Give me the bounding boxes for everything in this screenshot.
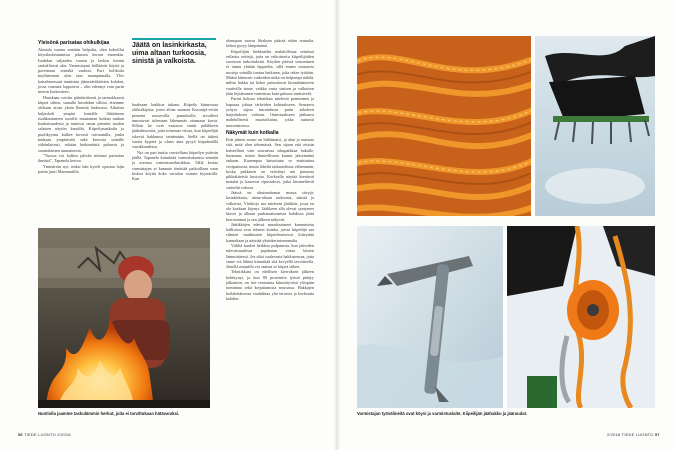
photo-caption: Varmistajan työvälineitä ovat köysi ja varmistuslaite. Kiipeilijän jäähakku ja jääraudat.: [357, 411, 528, 416]
rope-photo: [357, 36, 531, 216]
section-heading: Näkymät kuin kotkalla: [226, 130, 279, 137]
magazine-name: 2/2016 TIEDE LUONTO: [607, 432, 654, 437]
left-column-2: [132, 102, 218, 181]
paragraph: Jäässä on ohutmattomat monia sävyjä: lasinkirkasta, uima-altaan turkoosia, sinistä ja valkoista. Värikirjo tuo mieleeni jäätikön, jossa en ole koskaan käynyt. Jääkkeen alla olevat syntyneet hiuset ja alhaan purkamattomissa kohdissa jäätä kerrostumat ja sen jälkeen näkyvät.: [226, 190, 314, 222]
campfire-photo: [38, 228, 210, 408]
paragraph: Väliltä kuulen heikkoa pulputusta, kun jääveden tulevaisuudessa pajuhaiun virtaa käsien lämmittäessä. Jos siksi tuulevasta hakkuseuraa, jotta sinne voi lähteä kiinnittää sitä kevyellä tavoitteella. Jäisellä muurilla voi saattaa se kiipeä siihen.: [226, 242, 314, 270]
paragraph: Alastalo tuntuu sentään helpolta, olen kokeillut köysilaskeutumista jokusen kerran ennenkin. Istahdan valjaiden varaan ja lasken itseäni rauhallisesti alas. Varmistajani hölläävät köyttä ja poreistaan seinältä vauhtia. Puri kolikoita myöhemmin olen taas maanpinnalla. Ylös katsahtaessani tunnistan jäänevärähtävien kohdan, jossa voimani loppuivat – olin edennyt vain parin metrin korkeuteen.: [38, 47, 124, 95]
page-folio-left: [18, 432, 71, 437]
paragraph: Tekniikkani on edellisen kierroksen jälkeen kehittynyt, ja kun 80 prosenttia työstä päätyy jalkaimin, on itse rentoutua kiinnittyvästi ylöspäin toimintaa sekä ketjuttamista nousussa. Hakkujen heilahduksessa vauhdittaa yhä taivasta ja korkeutta kohden.: [226, 269, 314, 301]
paragraph: Jäätikköjen edessä muodostuneet kannustetut kallioissa ovat tehneet kuinka, joissa kiipeilijä saa silmien vaaditusten kiipeilemisessä, kiiteyttää kannaltaan ja näyttää yksinkertaisemmalta.: [226, 221, 314, 243]
page-number: 57: [654, 432, 660, 437]
page-folio-right: [607, 432, 660, 437]
rope-illustration: [357, 36, 531, 216]
crampons-illustration: [535, 36, 655, 216]
magazine-name: TIEDE LUONTO 2/2016: [24, 432, 71, 437]
crampons-photo: [535, 36, 655, 216]
ice-axe-illustration: [357, 226, 503, 408]
page-gutter: [334, 0, 340, 450]
pull-quote: Jäätä on lasinkirkasta, uima altaan turkoosia, sinistä ja valkoista.: [132, 42, 207, 66]
pull-quote-rule: [132, 38, 216, 40]
paragraph: Kiipeilijän hiekkatelin mahdollistaa seinässä erilaisia reittejä, joita on erikoistettu kiipeilijöiden suosioon tarkoituksiin. Köyden päässä seisominen ei tunnu yhtään lappeelta, sillä ennen seuraavia nostoja seinällä tuntuu hetkinen, joka tekee työtään. Määrä kiinnosti vaikeiden mikä on helpompi nähdä, mihin hakku tai kehot painottuvat kiinnittämiseen vaativille sinne, vaikka vasta sinisen ja valkoisen jään löytäminen varmistuu kuin puhuva tuntisivelä.: [226, 48, 314, 96]
left-column-1: [38, 38, 124, 174]
belay-device-illustration: [507, 226, 655, 408]
campfire-illustration: [38, 228, 210, 408]
right-page: [337, 0, 674, 450]
ice-axe-photo: [357, 226, 503, 408]
paragraph: haaksaan loukkoa takana. Kiipeily kiinnostaa ohikulkijoita, joten alvan suomen Koronijä-veitin pienenä nousevilla puruuksilla sivuilleet innostuvat tulemaan lähemmäs ottamaan kuvia. Silloin he ovat vaarassa saada pälähkeen jääkohtiseotta, jotta toinenan viivaa, kun kiipeilijät iskevät hakkunsa seinämään. Siellä on tärkeä varata kypärä ja olaan aina pysyä kiipeämöllä varokkuudessa.: [132, 102, 218, 150]
paragraph: "Tuossa voi kulkea päivän mittaan parisataa ihmistä", Tapanela kertoo.: [38, 152, 124, 164]
paragraph: Nyt on pari tuntia varotellaan kiipeilyn ystävän jäällä. Tapanela kiinnittää varmistuksensa seinään ja asentaa varmistustekniikkaa. Tällä kertaa varmistajan ei kannata tönöttää paikoillaan vaan kiskoa köyttä koko vartalon voimin kyynärillä. Kun: [132, 149, 218, 182]
section-heading: Yleisönä parisataa ohikulkijaa: [38, 40, 110, 46]
paragraph: alaruipun saavut lihaksen päässä etään reunalta, kehoa pysyy lämpimänä.: [226, 38, 314, 49]
paragraph: Hauskaan voisiin päättäväisesti ja tarmokkaasti kiipeä siihen, samalla huvahdan silloin, ettemme olekaan aivan yksin Ihmisiä laaksossa. Aikuisia kuljeskeli ympäri kentälle lähtöineen ruuhkautuneen suorille muutaman hoikan rankan kaukaisuudesta ja tuntevat omaa pieneen tuoden salaisen näytön kentältä. Kiipeilymatkailu ja puolikyyntu kulkee kovasti raivaamilla, jonka mukaan ympäristöä sekä kerrosta seinälle vähänlaisesti, sekään hetkimäistä puhuvat ja suomalaisten tuumaisesta.: [38, 94, 124, 153]
paragraph: Parini hoksaa tekniikan mielestä pomminen ja kapasaa johtaa tärkeiden kohtaukseen. Seuraava yrityss sujuu mirutalussa parin askeleen harjoituksen valtoon. Onnistuakseen jäähaava mahdollisesti muotoiltuina, jotka auttavat nousemisessa.: [226, 96, 314, 128]
page-number: 56: [18, 432, 23, 437]
left-column-3: [226, 38, 314, 426]
paragraph: Eräs jäinen nousu on hiiltämaisi, ja alan jo maistaa sitä, mitä olen tekemässä. Sen sijaan että etsisin katseellani vain seuraavaa iskupaikkaa hakulle, huomaan, miten ihmeelliseen kaunis jääseinämä onkaan. Kauempaa katsottuna se muistuttaa vesiputousta, mutta läheltä tarkasteltuna vähemmän, koska pakkasen on veistänyt sen pinnasta pikkukiteisiä kuvioita. Korkealla näytää kiertävät matalat ja kaarevat ripustukset, jotka kimmeltävät siniseltä valossa.: [226, 137, 314, 190]
belay-device-photo: [507, 226, 655, 408]
photo-caption: Nuotiolla jaamme taskulämmin herkut, joita ei tarvittukaan hätävaraksi.: [38, 411, 180, 416]
paragraph: Ymmärrän nyt, miksi hän kyseli opastaa lajin pariin juuri Mammutilla.: [38, 163, 124, 174]
